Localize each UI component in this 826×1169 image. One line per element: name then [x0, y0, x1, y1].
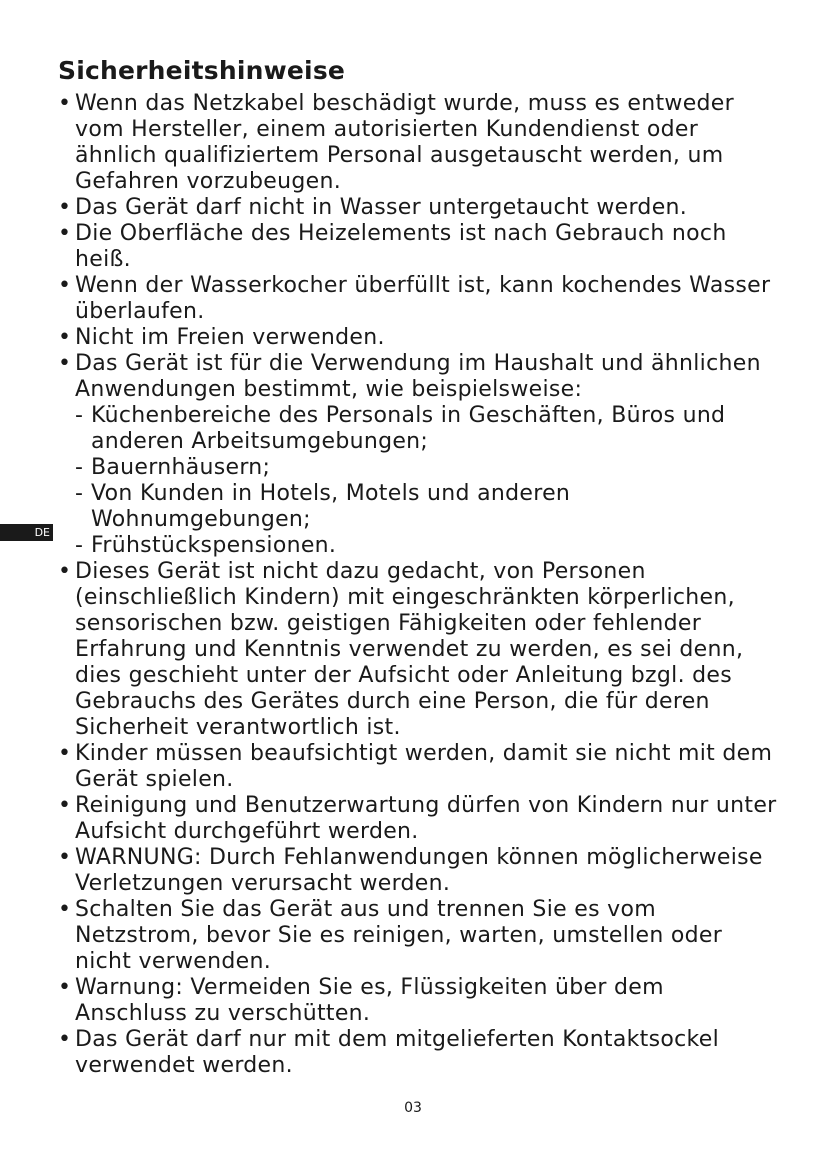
bullet-item-warning-spill: • Warnung: Vermeiden Sie es, Flüssigkeiten über dem Anschluss zu verschütten. — [58, 975, 778, 1027]
bullet-item-no-submerge: • Das Gerät darf nicht in Wasser untergetaucht werden. — [58, 195, 778, 221]
bullet-item-cleaning-children: • Reinigung und Benutzerwartung dürfen von Kindern nur unter Aufsicht durchgeführt werden. — [58, 793, 778, 845]
sub-item-bed-breakfast: - Frühstückspensionen. — [75, 533, 778, 559]
bullet-item-reduced-capabilities: • Dieses Gerät ist nicht dazu gedacht, von Personen (einschließlich Kindern) mit eingeschränkten körperlichen, sensorischen bzw. geistigen Fähigkeiten oder fehlender Erfahrung und Kenntnis verwendet zu werden, es sei denn, dies geschieht unter der Aufsicht oder Anleitung bzgl. des Gebrauchs des Gerätes durch eine Person, die für deren Sicherheit verantwortlich ist. — [58, 559, 778, 741]
bullet-item-indoor-use: • Nicht im Freien verwenden. — [58, 325, 778, 351]
bullet-item-warning-misuse: • WARNUNG: Durch Fehlanwendungen können möglicherweise Verletzungen verursacht werden. — [58, 845, 778, 897]
bullet-item-household-text: Das Gerät ist für die Verwendung im Haushalt und ähnlichen Anwendungen bestimmt, wie beispielsweise: — [75, 351, 761, 402]
sub-item-farmhouses: - Bauernhäusern; — [75, 455, 778, 481]
bullet-item-hot-surface: • Die Oberfläche des Heizelements ist nach Gebrauch noch heiß. — [58, 221, 778, 273]
bullet-list — [58, 91, 778, 1079]
safety-instructions — [58, 91, 778, 1079]
language-tab: DE — [0, 524, 53, 541]
bullet-item-power-cord: • Wenn das Netzkabel beschädigt wurde, muss es entweder vom Hersteller, einem autorisierten Kundendienst oder ähnlich qualifiziertem Personal ausgetauscht werden, um Gefahren vorzubeugen. — [58, 91, 778, 195]
bullet-item-base-only: • Das Gerät darf nur mit dem mitgelieferten Kontaktsockel verwendet werden. — [58, 1027, 778, 1079]
bullet-item-switch-off: • Schalten Sie das Gerät aus und trennen Sie es vom Netzstrom, bevor Sie es reinigen, warten, umstellen oder nicht verwenden. — [58, 897, 778, 975]
page-title: Sicherheitshinweise — [58, 56, 346, 85]
bullet-item-children-supervised: • Kinder müssen beaufsichtigt werden, damit sie nicht mit dem Gerät spielen. — [58, 741, 778, 793]
sub-item-staff-kitchens: - Küchenbereiche des Personals in Geschäften, Büros und anderen Arbeitsumgebungen; — [75, 403, 778, 455]
page-number: 03 — [404, 1100, 422, 1116]
sub-item-hotels: - Von Kunden in Hotels, Motels und anderen Wohnumgebungen; — [75, 481, 778, 533]
sub-list — [75, 403, 778, 559]
bullet-item-household-use — [58, 351, 778, 559]
bullet-item-overfill: • Wenn der Wasserkocher überfüllt ist, kann kochendes Wasser überlaufen. — [58, 273, 778, 325]
